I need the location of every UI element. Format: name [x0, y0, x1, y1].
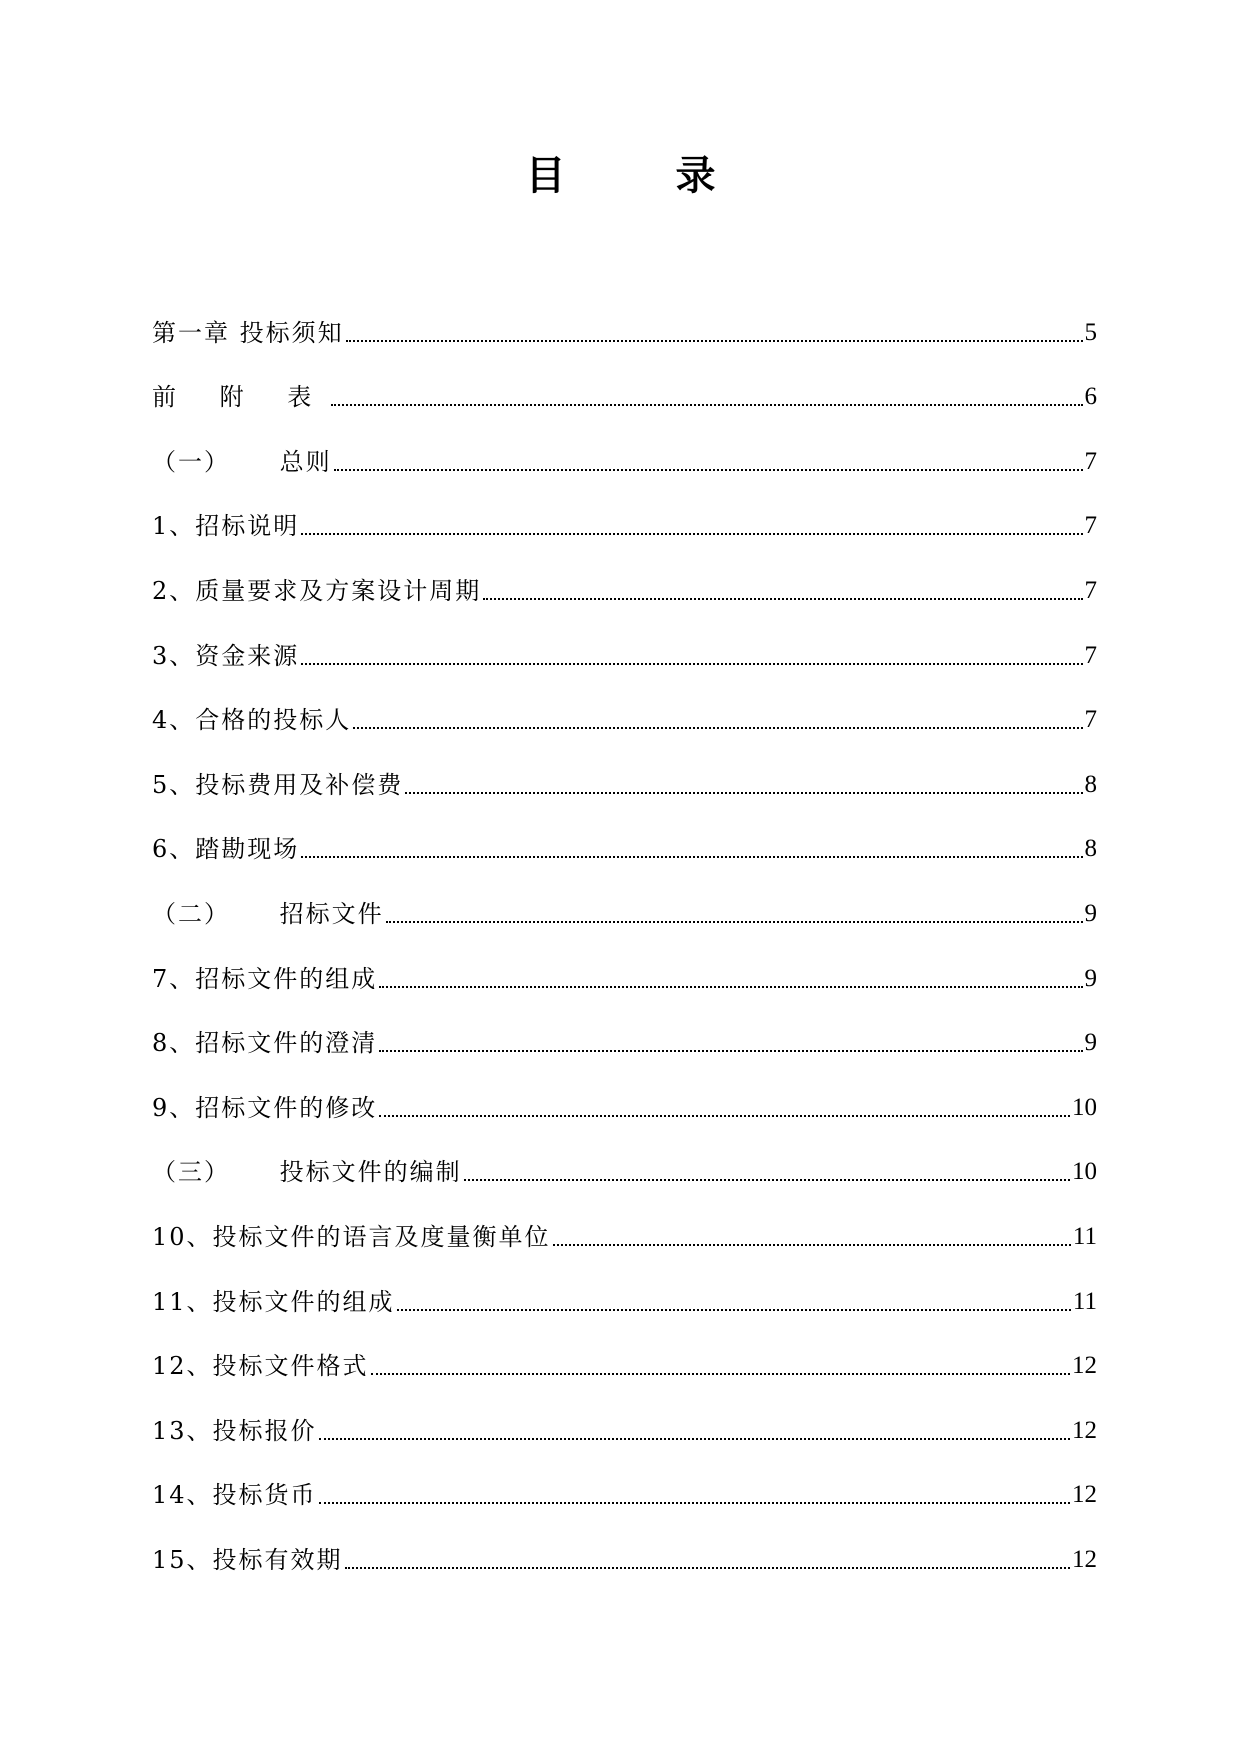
toc-entry[interactable] [152, 1510, 1097, 1575]
toc-leader-dots [397, 1309, 1071, 1311]
toc-entry[interactable] [152, 477, 1097, 542]
toc-leader-dots [464, 1179, 1070, 1181]
toc-entry-label: 2、质量要求及方案设计周期 [152, 576, 482, 605]
table-of-contents [152, 283, 1097, 1575]
toc-leader-dots [301, 533, 1082, 535]
toc-entry[interactable] [152, 348, 1097, 413]
toc-entry-page: 8 [1084, 770, 1097, 798]
toc-entry-label: 3、资金来源 [152, 641, 300, 670]
toc-entry-label: （二） 招标文件 [152, 899, 384, 928]
toc-entry[interactable] [152, 606, 1097, 671]
toc-entry[interactable] [152, 1187, 1097, 1252]
toc-entry-page: 9 [1084, 1029, 1097, 1057]
toc-entry-label: 5、投标费用及补偿费 [152, 770, 404, 799]
toc-leader-dots [379, 1115, 1070, 1117]
toc-entry-page: 6 [1084, 383, 1097, 411]
toc-entry-label: 第一章 投标须知 [152, 318, 344, 347]
toc-entry[interactable] [152, 800, 1097, 865]
toc-entry-page: 7 [1084, 706, 1097, 734]
toc-entry[interactable] [152, 864, 1097, 929]
toc-entry-label: 10、投标文件的语言及度量衡单位 [152, 1222, 551, 1251]
toc-entry-label: 15、投标有效期 [152, 1545, 343, 1574]
toc-leader-dots [301, 856, 1082, 858]
toc-entry-label: （一） 总则 [152, 447, 332, 476]
toc-entry[interactable] [152, 1317, 1097, 1382]
toc-entry[interactable] [152, 671, 1097, 736]
toc-entry-label: 前 附 表 [152, 383, 330, 412]
toc-entry-label: 11、投标文件的组成 [152, 1287, 395, 1316]
toc-leader-dots [379, 986, 1082, 988]
toc-entry-page: 5 [1084, 318, 1097, 346]
toc-entry-page: 9 [1084, 964, 1097, 992]
toc-entry-label: 13、投标报价 [152, 1416, 317, 1445]
toc-entry-page: 8 [1084, 835, 1097, 863]
toc-entry-page: 7 [1084, 512, 1097, 540]
toc-leader-dots [319, 1438, 1070, 1440]
toc-entry-page: 11 [1072, 1222, 1097, 1250]
toc-entry-page: 10 [1072, 1093, 1097, 1121]
toc-leader-dots [386, 921, 1083, 923]
toc-entry-page: 7 [1084, 447, 1097, 475]
toc-entry[interactable] [152, 994, 1097, 1059]
toc-entry-page: 7 [1084, 576, 1097, 604]
toc-entry-label: 9、招标文件的修改 [152, 1093, 378, 1122]
toc-entry-page: 12 [1072, 1416, 1097, 1444]
toc-entry-page: 12 [1072, 1545, 1097, 1573]
toc-leader-dots [301, 663, 1082, 665]
toc-entry[interactable] [152, 1381, 1097, 1446]
toc-entry[interactable] [152, 1252, 1097, 1317]
toc-entry-label: 7、招标文件的组成 [152, 964, 378, 993]
toc-entry[interactable] [152, 1446, 1097, 1511]
toc-leader-dots [371, 1373, 1070, 1375]
toc-entry[interactable] [152, 541, 1097, 606]
toc-entry-label: 6、踏勘现场 [152, 835, 300, 864]
toc-entry-label: 14、投标货币 [152, 1481, 317, 1510]
toc-leader-dots [553, 1244, 1071, 1246]
toc-entry[interactable] [152, 1123, 1097, 1188]
toc-entry-page: 9 [1084, 899, 1097, 927]
toc-entry-label: 12、投标文件格式 [152, 1352, 369, 1381]
toc-leader-dots [379, 1050, 1082, 1052]
toc-leader-dots [331, 404, 1082, 406]
toc-leader-dots [405, 792, 1082, 794]
toc-entry-label: 8、招标文件的澄清 [152, 1029, 378, 1058]
toc-leader-dots [319, 1502, 1070, 1504]
toc-entry-page: 11 [1072, 1287, 1097, 1315]
toc-leader-dots [345, 1567, 1070, 1569]
toc-leader-dots [334, 469, 1083, 471]
toc-entry[interactable] [152, 1058, 1097, 1123]
toc-entry[interactable] [152, 412, 1097, 477]
toc-entry-page: 10 [1072, 1158, 1097, 1186]
toc-entry[interactable] [152, 929, 1097, 994]
toc-leader-dots [353, 727, 1082, 729]
toc-entry-label: 4、合格的投标人 [152, 706, 352, 735]
toc-entry[interactable] [152, 735, 1097, 800]
page-title: 目 录 [525, 153, 764, 199]
toc-entry[interactable] [152, 283, 1097, 348]
toc-entry-label: （三） 投标文件的编制 [152, 1158, 462, 1187]
toc-entry-label: 1、招标说明 [152, 512, 300, 541]
toc-entry-page: 12 [1072, 1481, 1097, 1509]
toc-leader-dots [346, 340, 1083, 342]
toc-entry-page: 12 [1072, 1352, 1097, 1380]
toc-entry-page: 7 [1084, 641, 1097, 669]
toc-leader-dots [483, 598, 1082, 600]
